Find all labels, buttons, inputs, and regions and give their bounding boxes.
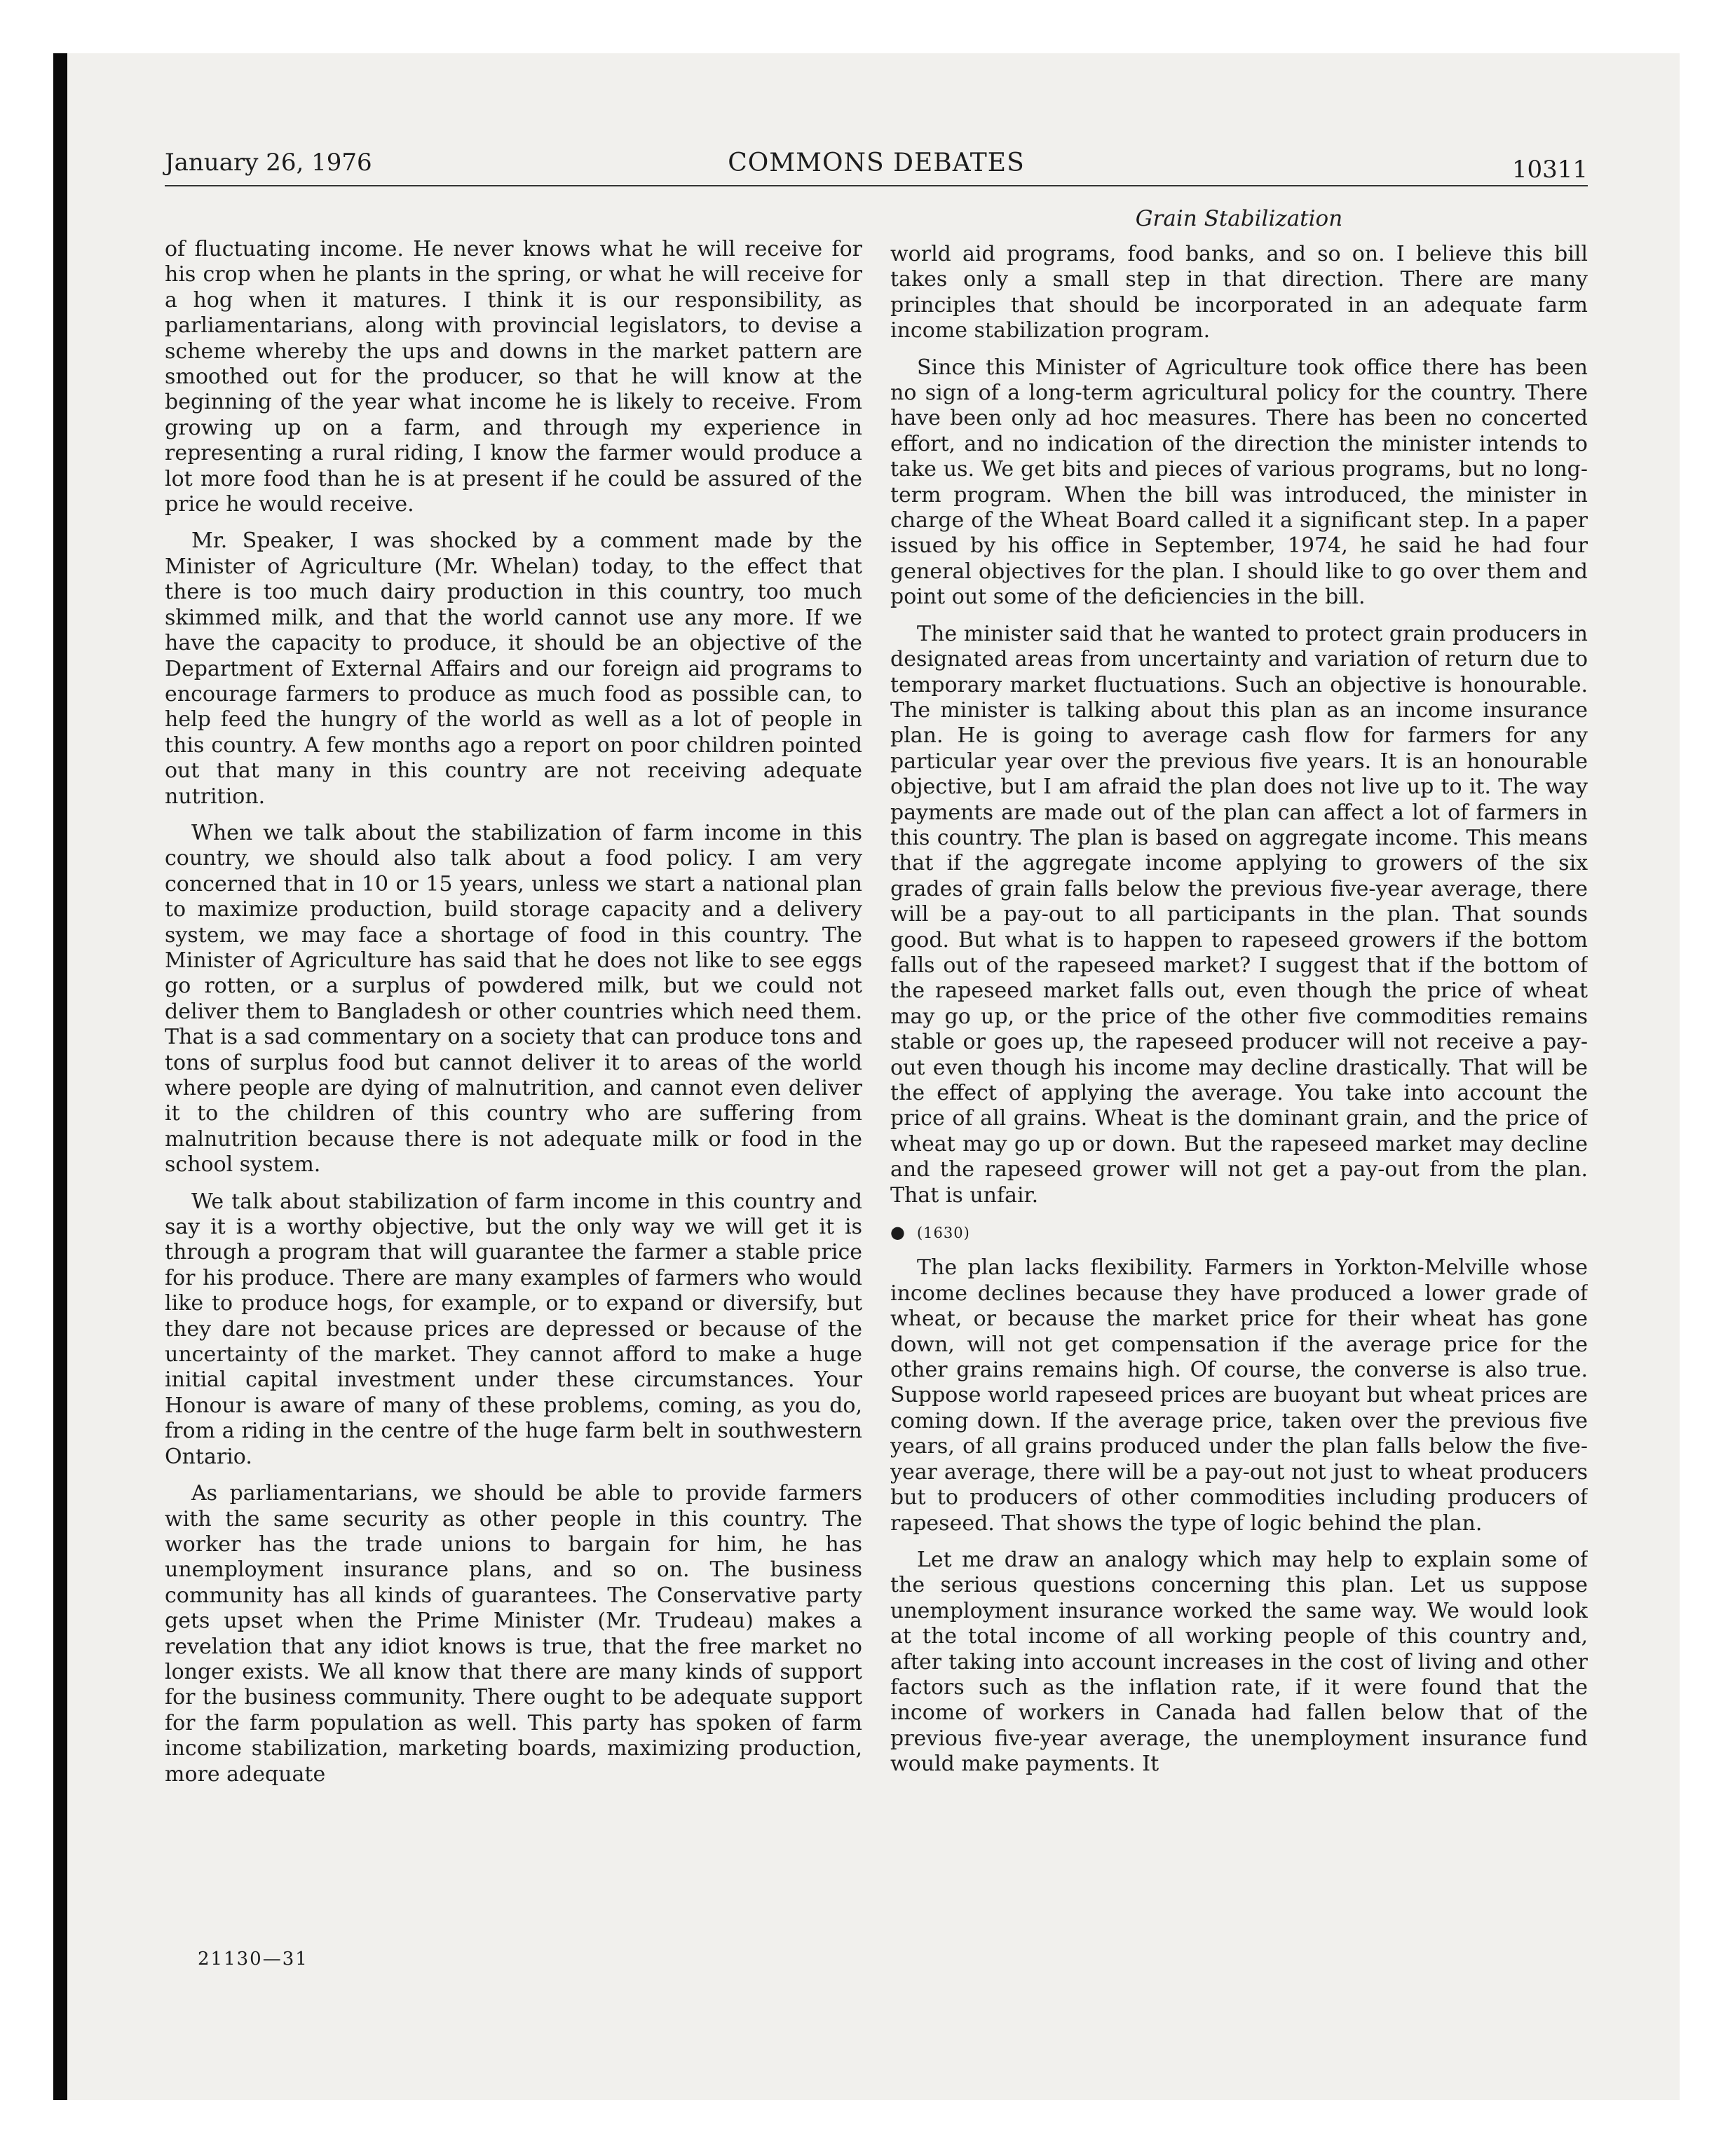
time-marker (890, 1220, 1588, 1246)
paragraph: The plan lacks flexibility. Farmers in Yorkton-Melville whose income declines because they have produced a lower grade of wheat, or because the market price for their wheat has gone down, will not get compensation if the average price for the other grains remains high. Of course, the converse is also true. Suppose world rapeseed prices are buoyant but wheat prices are coming down. If the average price, taken over the previous five years, of all grains produced under the plan falls below the five-year average, there will be a pay-out not just to wheat producers but to producers of other commodities including producers of rapeseed. That shows the type of logic behind the plan. (890, 1255, 1588, 1536)
paragraph: When we talk about the stabilization of farm income in this country, we should also talk about a food policy. I am very concerned that in 10 or 15 years, unless we start a national plan to maximize production, build storage capacity and a delivery system, we may face a shortage of food in this country. The Minister of Agriculture has said that he does not like to see eggs go rotten, or a surplus of powdered milk, but we could not deliver them to Bangladesh or other countries which need them. That is a sad commentary on a society that can produce tons and tons of surplus food but cannot deliver it to areas of the world where people are dying of malnutrition, and cannot even deliver it to the children of this country who are suffering from malnutrition because there is not adequate milk or food in the school system. (165, 820, 862, 1178)
paragraph: world aid programs, food banks, and so on. I believe this bill takes only a small step in that direction. There are many principles that should be incorporated in an adequate farm income stabilization program. (890, 242, 1588, 343)
paragraph: As parliamentarians, we should be able to provide farmers with the same security as other people in this country. The worker has the trade unions to bargain for him, he has unemployment insurance plans, and so on. The business community has all kinds of guarantees. The Conservative party gets upset when the Prime Minister (Mr. Trudeau) makes a revelation that any idiot knows is true, that the free market no longer exists. We all know that there are many kinds of support for the business community. There ought to be adequate support for the farm population as well. This party has spoken of farm income stabilization, marketing boards, maximizing production, more adequate (165, 1481, 862, 1787)
page-header (165, 149, 1588, 191)
paragraph: The minister said that he wanted to protect grain producers in designated areas from uncertainty and variation of return due to temporary market fluctuations. Such an objective is honourable. The minister is talking about this plan as an income insurance plan. He is going to average cash flow for farmers for any particular year over the previous five years. It is an honourable objective, but I am afraid the plan does not live up to it. The way payments are made out of the plan can affect a lot of farmers in this country. The plan is based on aggregate income. This means that if the aggregate income applying to growers of the six grades of grain falls below the previous five-year average, there will be a pay-out to all participants in the plan. That sounds good. But what is to happen to rapeseed growers if the bottom falls out of the rapeseed market? I suggest that if the bottom of the rapeseed market falls out, even though the price of wheat may go up, or the price of the other five commodities remains stable or goes up, the rapeseed producer will not receive a pay-out even though his income may decline drastically. That will be the effect of applying the average. You take into account the price of all grains. Wheat is the dominant grain, and the price of wheat may go up or down. But the rapeseed market may decline and the rapeseed grower will not get a pay-out from the plan. That is unfair. (890, 621, 1588, 1208)
time-marker-text: (1630) (916, 1224, 970, 1242)
right-column (890, 242, 1588, 1896)
paragraph: We talk about stabilization of farm income in this country and say it is a worthy objective, but the only way we will get it is through a program that will guarantee the farmer a stable price for his produce. There are many examples of farmers who would like to produce hogs, for example, or to expand or diversify, but they dare not because prices are depressed or because of the uncertainty of the market. They cannot afford to make a huge initial capital investment under these circumstances. Your Honour is aware of many of these problems, coming, as you do, from a riding in the centre of the huge farm belt in southwestern Ontario. (165, 1189, 862, 1469)
header-rule (165, 185, 1588, 186)
footer-signature: 21130—31 (198, 1949, 308, 1970)
binding-edge (53, 53, 67, 2100)
header-page-number: 10311 (1511, 156, 1588, 184)
header-title: COMMONS DEBATES (728, 149, 1025, 177)
bullet-icon: ● (890, 1222, 906, 1243)
paragraph: Mr. Speaker, I was shocked by a comment made by the Minister of Agriculture (Mr. Whelan) today, to the effect that there is too much dairy production in this country, too much skimmed milk, and that the world cannot use any more. If we have the capacity to produce, it should be an objective of the Department of External Affairs and our foreign aid programs to encourage farmers to produce as much food as possible can, to help feed the hungry of the world as well as a lot of people in this country. A few months ago a report on poor children pointed out that many in this country are not receiving adequate nutrition. (165, 528, 862, 809)
section-subheading: Grain Stabilization (1135, 206, 1343, 231)
left-column (165, 237, 862, 1891)
paragraph: Let me draw an analogy which may help to explain some of the serious questions concerning this plan. Let us suppose unemployment insurance worked the same way. We would look at the total income of all working people of this country and, after taking into account increases in the cost of living and other factors such as the inflation rate, if it were found that the income of workers in Canada had fallen below that of the previous five-year average, the unemployment insurance fund would make payments. It (890, 1547, 1588, 1777)
paragraph: of fluctuating income. He never knows what he will receive for his crop when he plants in the spring, or what he will receive for a hog when it matures. I think it is our responsibility, as parliamentarians, along with provincial legislators, to devise a scheme whereby the ups and downs in the market pattern are smoothed out for the producer, so that he will know at the beginning of the year what income he is likely to receive. From growing up on a farm, and through my experience in representing a rural riding, I know the farmer would produce a lot more food than he is at present if he could be assured of the price he would receive. (165, 237, 862, 517)
header-date: January 26, 1976 (165, 149, 372, 177)
paragraph: Since this Minister of Agriculture took office there has been no sign of a long-term agricultural policy for the country. There have been only ad hoc measures. There has been no concerted effort, and no indication of the direction the minister intends to take us. We get bits and pieces of various programs, but no long-term program. When the bill was introduced, the minister in charge of the Wheat Board called it a significant step. In a paper issued by his office in September, 1974, he said he had four general objectives for the plan. I should like to go over them and point out some of the deficiencies in the bill. (890, 355, 1588, 610)
